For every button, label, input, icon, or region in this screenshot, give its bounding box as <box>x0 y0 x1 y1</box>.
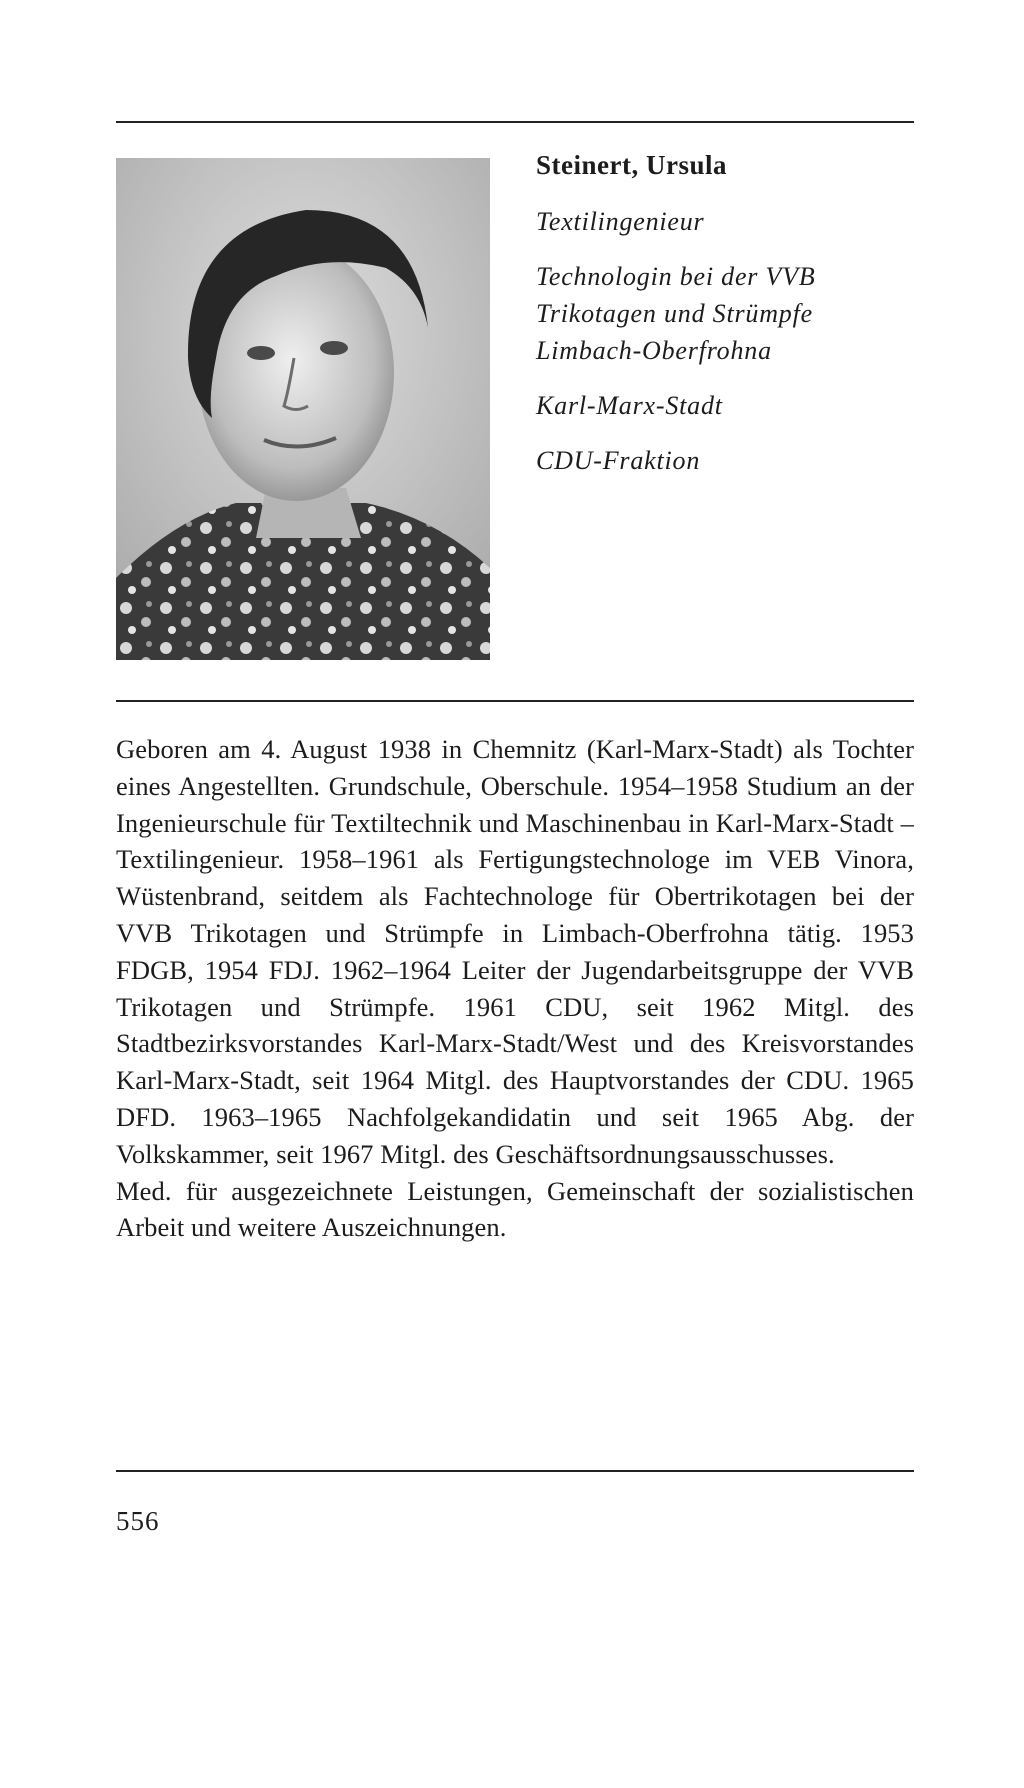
top-rule <box>116 121 914 123</box>
bottom-rule <box>116 1470 914 1472</box>
portrait-photo <box>116 158 490 660</box>
position-block <box>536 258 916 369</box>
person-name: Steinert, Ursula <box>536 150 727 180</box>
position-line: Trikotagen und Strümpfe <box>536 299 813 328</box>
biography-text: Geboren am 4. August 1938 in Chemnitz (Karl-Marx-Stadt) als Tochter eines Angestellten. Grundschule, Oberschule. 1954–1958 Studium an der Ingenieurschule für Textiltechnik und Maschinenbau in Karl-Marx-Stadt – Textilingenieur. 1958–1961 als Fertigungstechnologe im VEB Vinora, Wüstenbrand, seitdem als Fachtechnologe für Obertrikotagen bei der VVB Trikotagen und Strümpfe in Limbach-Oberfrohna tätig. 1953 FDGB, 1954 FDJ. 1962–1964 Leiter der Jugendarbeitsgruppe der VVB Trikotagen und Strümpfe. 1961 CDU, seit 1962 Mitgl. des Stadtbezirksvorstandes Karl-Marx-Stadt/West und des Kreisvorstandes Karl-Marx-Stadt, seit 1964 Mitgl. des Hauptvorstandes der CDU. 1965 DFD. 1963–1965 Nachfolgekandidatin und seit 1965 Abg. der Volkskammer, seit 1967 Mitgl. des Geschäftsordnungsausschusses. <box>116 734 914 1169</box>
middle-rule <box>116 700 914 702</box>
faction: CDU-Fraktion <box>536 446 701 475</box>
profession: Textilingenieur <box>536 207 705 236</box>
person-header <box>536 150 916 479</box>
biography <box>116 731 914 1246</box>
position-line: Limbach-Oberfrohna <box>536 336 772 365</box>
position-line: Technologin bei der VVB <box>536 262 816 291</box>
page-number: 556 <box>116 1506 160 1536</box>
constituency: Karl-Marx-Stadt <box>536 391 723 420</box>
awards-text: Med. für ausgezeichnete Leistungen, Gemeinschaft der sozialistischen Arbeit und weitere Auszeichnungen. <box>116 1175 914 1243</box>
